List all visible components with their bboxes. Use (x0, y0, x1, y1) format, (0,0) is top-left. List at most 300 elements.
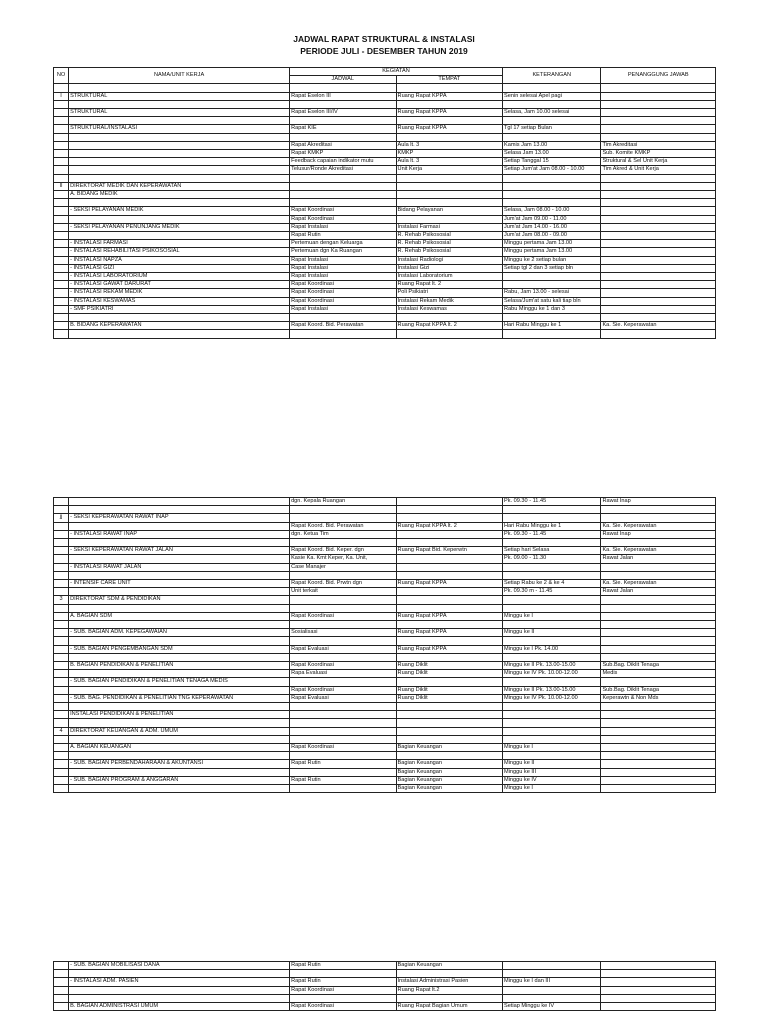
cell-penanggung-jawab: Rawat Jalan (601, 588, 716, 596)
cell-penanggung-jawab (601, 133, 716, 141)
cell-keterangan: Senin selesai Apel pagi (503, 92, 601, 100)
cell-no (54, 661, 69, 669)
cell-penanggung-jawab (601, 539, 716, 547)
table-row (54, 166, 716, 174)
table-row (54, 158, 716, 166)
cell-no (54, 743, 69, 751)
cell-nama-unit (69, 637, 290, 645)
cell-keterangan: Selasa, Jam 10.00 selesai (503, 108, 601, 116)
cell-nama-unit: A. BAGIAN SDM (69, 612, 290, 620)
table-row (54, 719, 716, 727)
cell-nama-unit (69, 752, 290, 760)
cell-no (54, 768, 69, 776)
cell-nama-unit: DIREKTORAT MEDIK DAN KEPERAWATAN (69, 182, 290, 190)
table-body-part-1 (54, 84, 716, 338)
table-row (54, 604, 716, 612)
cell-penanggung-jawab (601, 207, 716, 215)
cell-no (54, 223, 69, 231)
cell-no (54, 133, 69, 141)
cell-no (54, 240, 69, 248)
cell-jadwal: Rapat Instalasi (290, 256, 396, 264)
table-row (54, 506, 716, 514)
table-row (54, 84, 716, 92)
cell-tempat: Instalasi Laboratorium (396, 272, 502, 280)
table-row (54, 215, 716, 223)
cell-no (54, 117, 69, 125)
cell-keterangan: Minggu ke II (503, 629, 601, 637)
cell-jadwal: Rapat Instalasi (290, 223, 396, 231)
cell-jadwal: Rapat Koordinasi (290, 661, 396, 669)
table-row (54, 199, 716, 207)
table-row (54, 539, 716, 547)
cell-jadwal: dgn. Ketua Tim (290, 530, 396, 538)
table-row (54, 978, 716, 986)
cell-keterangan: Setiap Jum'at Jam 08.00 - 10.00 (503, 166, 601, 174)
cell-keterangan: Minggu ke I (503, 784, 601, 792)
cell-tempat (396, 620, 502, 628)
cell-penanggung-jawab (601, 314, 716, 322)
cell-penanggung-jawab (601, 784, 716, 792)
cell-tempat (396, 330, 502, 338)
table-row (54, 305, 716, 313)
cell-tempat (396, 970, 502, 978)
cell-jadwal: Rapat Rutin (290, 760, 396, 768)
cell-penanggung-jawab: Rawat Inap (601, 530, 716, 538)
cell-penanggung-jawab (601, 231, 716, 239)
cell-penanggung-jawab (601, 711, 716, 719)
cell-no (54, 330, 69, 338)
cell-penanggung-jawab: Ka. Sie. Keperawatan (601, 579, 716, 587)
cell-penanggung-jawab (601, 174, 716, 182)
cell-keterangan: Minggu pertama Jam 13.00 (503, 240, 601, 248)
cell-tempat: Ruang Rapat lt.2 (396, 986, 502, 994)
cell-nama-unit (69, 735, 290, 743)
cell-no (54, 530, 69, 538)
cell-keterangan: Jum'at Jam 09.00 - 11.00 (503, 215, 601, 223)
table-row (54, 530, 716, 538)
cell-jadwal: Rapat Koordinasi (290, 743, 396, 751)
table-body-part-3 (54, 962, 716, 1011)
cell-tempat: Ruang Rapat KPPA (396, 612, 502, 620)
table-row (54, 702, 716, 710)
cell-nama-unit (69, 555, 290, 563)
cell-keterangan: Selasa, Jam 08.00 - 10.00 (503, 207, 601, 215)
table-row (54, 272, 716, 280)
table-row (54, 962, 716, 970)
table-row (54, 117, 716, 125)
cell-no (54, 637, 69, 645)
cell-penanggung-jawab: Rawat Inap (601, 498, 716, 506)
cell-jadwal (290, 174, 396, 182)
cell-keterangan (503, 272, 601, 280)
cell-penanggung-jawab (601, 182, 716, 190)
cell-nama-unit: - SEKSI PELAYANAN MEDIK (69, 207, 290, 215)
cell-keterangan (503, 986, 601, 994)
cell-jadwal: Rapat Koord. Bid. Perawatan (290, 322, 396, 330)
cell-keterangan: Minggu ke 2 setiap bulan (503, 256, 601, 264)
cell-jadwal: Pertemuan dgn Ka Ruangan (290, 248, 396, 256)
cell-nama-unit: - INSTALASI GIZI (69, 264, 290, 272)
cell-jadwal: Case Manajer (290, 563, 396, 571)
cell-jadwal (290, 637, 396, 645)
cell-no (54, 970, 69, 978)
table-row (54, 686, 716, 694)
cell-penanggung-jawab (601, 604, 716, 612)
cell-nama-unit (69, 702, 290, 710)
cell-no (54, 563, 69, 571)
cell-jadwal (290, 199, 396, 207)
table-row (54, 743, 716, 751)
cell-jadwal: Rapat KMKP (290, 149, 396, 157)
cell-no (54, 190, 69, 198)
cell-penanggung-jawab (601, 240, 716, 248)
cell-penanggung-jawab (601, 596, 716, 604)
cell-nama-unit: - INSTALASI GAWAT DARURAT (69, 281, 290, 289)
cell-tempat (396, 530, 502, 538)
cell-penanggung-jawab (601, 305, 716, 313)
cell-jadwal: Rapat Koord. Bid. Prwtn dgn (290, 579, 396, 587)
cell-no (54, 711, 69, 719)
cell-penanggung-jawab (601, 272, 716, 280)
cell-penanggung-jawab: Tim Akred & Unit Kerja (601, 166, 716, 174)
cell-nama-unit: - INSTALASI REKAM MEDIK (69, 289, 290, 297)
cell-tempat: Instalasi Keswamas (396, 305, 502, 313)
cell-penanggung-jawab (601, 330, 716, 338)
cell-jadwal: Telusur/Ronde Akreditasi (290, 166, 396, 174)
table-row (54, 612, 716, 620)
cell-keterangan: Pk. 09.30 - 11.45 (503, 530, 601, 538)
cell-jadwal: Rapat Evaluasi (290, 645, 396, 653)
cell-penanggung-jawab (601, 612, 716, 620)
cell-nama-unit: - SEKSI KEPERAWATAN RAWAT JALAN (69, 547, 290, 555)
cell-penanggung-jawab (601, 92, 716, 100)
table-row (54, 108, 716, 116)
cell-jadwal: Rapat Instalasi (290, 305, 396, 313)
cell-penanggung-jawab (601, 264, 716, 272)
cell-keterangan (503, 637, 601, 645)
cell-tempat (396, 727, 502, 735)
table-row (54, 653, 716, 661)
table-row (54, 760, 716, 768)
cell-tempat (396, 100, 502, 108)
cell-jadwal (290, 719, 396, 727)
cell-no (54, 702, 69, 710)
table-row (54, 297, 716, 305)
cell-keterangan (503, 653, 601, 661)
cell-no (54, 978, 69, 986)
cell-keterangan: Pk. 09.30 - 11.45 (503, 498, 601, 506)
table-row (54, 174, 716, 182)
table-row (54, 498, 716, 506)
cell-tempat: Aula lt. 3 (396, 158, 502, 166)
cell-tempat (396, 702, 502, 710)
table-row (54, 1002, 716, 1010)
cell-nama-unit (69, 133, 290, 141)
cell-penanggung-jawab: Ka. Sie. Keperawatan (601, 322, 716, 330)
cell-nama-unit: - INSTALASI KESWAMAS (69, 297, 290, 305)
cell-keterangan (503, 571, 601, 579)
cell-no (54, 297, 69, 305)
table-row (54, 555, 716, 563)
cell-penanggung-jawab (601, 190, 716, 198)
cell-no (54, 231, 69, 239)
cell-nama-unit: - SUB. BAGIAN ADM. KEPEGAWAIAN (69, 629, 290, 637)
cell-tempat: Unit Kerja (396, 166, 502, 174)
cell-penanggung-jawab: Medis (601, 670, 716, 678)
table-row (54, 629, 716, 637)
cell-no (54, 125, 69, 133)
cell-jadwal: Rapat Rutin (290, 962, 396, 970)
cell-jadwal: Rapat Eselon III/IV (290, 108, 396, 116)
cell-tempat (396, 84, 502, 92)
cell-no (54, 281, 69, 289)
cell-tempat: Ruang Rapat KPPA (396, 629, 502, 637)
header-penanggung-jawab: PENANGGUNG JAWAB (601, 68, 716, 84)
cell-no (54, 207, 69, 215)
cell-jadwal (290, 653, 396, 661)
table-row (54, 588, 716, 596)
cell-penanggung-jawab (601, 962, 716, 970)
cell-nama-unit (69, 215, 290, 223)
cell-tempat: Instalasi Radiologi (396, 256, 502, 264)
cell-tempat: Ruang Rapat KPPA lt. 2 (396, 522, 502, 530)
cell-tempat (396, 133, 502, 141)
table-row (54, 522, 716, 530)
cell-tempat: Poli Psikiatri (396, 289, 502, 297)
schedule-table-part-2 (53, 497, 716, 793)
cell-keterangan: Minggu ke IV Pk. 10.00-12.00 (503, 694, 601, 702)
cell-penanggung-jawab (601, 281, 716, 289)
cell-tempat (396, 506, 502, 514)
table-row (54, 125, 716, 133)
cell-nama-unit (69, 986, 290, 994)
cell-jadwal: Rapat Koordinasi (290, 281, 396, 289)
cell-nama-unit: - INSTALASI RAWAT INAP (69, 530, 290, 538)
cell-penanggung-jawab: Keperawtn & Non Mds (601, 694, 716, 702)
table-row (54, 133, 716, 141)
cell-nama-unit (69, 141, 290, 149)
cell-jadwal (290, 727, 396, 735)
cell-tempat: Bidang Pelayanan (396, 207, 502, 215)
cell-jadwal (290, 330, 396, 338)
cell-penanggung-jawab (601, 978, 716, 986)
cell-no (54, 108, 69, 116)
cell-penanggung-jawab (601, 629, 716, 637)
cell-penanggung-jawab (601, 108, 716, 116)
cell-nama-unit (69, 498, 290, 506)
table-row (54, 579, 716, 587)
cell-jadwal: dgn. Kepala Ruangan (290, 498, 396, 506)
cell-nama-unit: INSTALASI PENDIDIKAN & PENELITIAN (69, 711, 290, 719)
cell-nama-unit: STRUKTURAL (69, 92, 290, 100)
cell-tempat: Ruang Rapat Bagian Umum (396, 1002, 502, 1010)
cell-jadwal: Rapat Koordinasi (290, 297, 396, 305)
cell-jadwal: Rapat Eselon III (290, 92, 396, 100)
cell-jadwal (290, 970, 396, 978)
cell-tempat: Ruang Rapat Bid. Keperwtn (396, 547, 502, 555)
cell-no (54, 498, 69, 506)
cell-tempat: Aula lt. 3 (396, 141, 502, 149)
cell-tempat (396, 498, 502, 506)
cell-nama-unit (69, 330, 290, 338)
cell-no (54, 752, 69, 760)
cell-keterangan (503, 100, 601, 108)
cell-nama-unit: B. BIDANG KEPERAWATAN (69, 322, 290, 330)
cell-nama-unit (69, 768, 290, 776)
cell-nama-unit (69, 620, 290, 628)
header-keterangan: KETERANGAN (503, 68, 601, 84)
cell-tempat (396, 563, 502, 571)
cell-jadwal (290, 711, 396, 719)
cell-nama-unit (69, 84, 290, 92)
table-row (54, 711, 716, 719)
cell-tempat: Instalasi Gizi (396, 264, 502, 272)
cell-jadwal (290, 752, 396, 760)
cell-keterangan (503, 735, 601, 743)
cell-jadwal (290, 571, 396, 579)
cell-tempat (396, 539, 502, 547)
cell-tempat: R. Rehab Psikososial (396, 231, 502, 239)
cell-penanggung-jawab (601, 117, 716, 125)
table-row (54, 264, 716, 272)
cell-keterangan (503, 190, 601, 198)
cell-no (54, 199, 69, 207)
cell-tempat (396, 117, 502, 125)
cell-penanggung-jawab (601, 571, 716, 579)
cell-keterangan: Minggu ke I (503, 743, 601, 751)
cell-keterangan: Setiap hari Selasa (503, 547, 601, 555)
cell-no (54, 522, 69, 530)
cell-no (54, 264, 69, 272)
cell-no (54, 256, 69, 264)
cell-no (54, 571, 69, 579)
cell-nama-unit (69, 100, 290, 108)
cell-jadwal (290, 539, 396, 547)
cell-tempat (396, 719, 502, 727)
cell-nama-unit: B. BAGIAN ADMINISTRASI UMUM (69, 1002, 290, 1010)
cell-keterangan: Minggu ke IV Pk. 10.00-12.00 (503, 670, 601, 678)
cell-tempat: Instalasi Farmasi (396, 223, 502, 231)
cell-keterangan: Setiap tgl 2 dan 3 setiap bln (503, 264, 601, 272)
cell-penanggung-jawab (601, 768, 716, 776)
cell-no: 4 (54, 727, 69, 735)
cell-keterangan (503, 117, 601, 125)
cell-nama-unit (69, 506, 290, 514)
cell-nama-unit: - SUB. BAGIAN PERBENDAHARAAN & AKUNTANSI (69, 760, 290, 768)
cell-no (54, 305, 69, 313)
cell-nama-unit: - INSTALASI FARMASI (69, 240, 290, 248)
cell-penanggung-jawab (601, 223, 716, 231)
cell-no (54, 612, 69, 620)
table-row (54, 92, 716, 100)
cell-nama-unit (69, 670, 290, 678)
cell-jadwal: Rapat Rutin (290, 978, 396, 986)
cell-keterangan (503, 727, 601, 735)
cell-jadwal (290, 596, 396, 604)
header-tempat: TEMPAT (396, 76, 502, 84)
cell-no (54, 784, 69, 792)
cell-tempat: Bagian Keuangan (396, 776, 502, 784)
cell-nama-unit: - SUB. BAGIAN PENDIDIKAN & PENELITIAN TENAGA MEDIS (69, 678, 290, 686)
cell-nama-unit (69, 571, 290, 579)
cell-nama-unit (69, 166, 290, 174)
cell-keterangan (503, 970, 601, 978)
cell-penanggung-jawab (601, 719, 716, 727)
table-row (54, 752, 716, 760)
cell-no (54, 686, 69, 694)
cell-penanggung-jawab (601, 215, 716, 223)
table-row (54, 970, 716, 978)
cell-no (54, 588, 69, 596)
cell-no (54, 994, 69, 1002)
cell-tempat (396, 199, 502, 207)
table-row (54, 547, 716, 555)
cell-keterangan (503, 174, 601, 182)
cell-tempat (396, 994, 502, 1002)
cell-no (54, 149, 69, 157)
cell-no (54, 174, 69, 182)
table-row (54, 768, 716, 776)
cell-nama-unit (69, 158, 290, 166)
cell-penanggung-jawab (601, 256, 716, 264)
table-row (54, 776, 716, 784)
cell-penanggung-jawab (601, 620, 716, 628)
cell-no (54, 158, 69, 166)
cell-no (54, 645, 69, 653)
cell-jadwal (290, 133, 396, 141)
cell-nama-unit (69, 784, 290, 792)
document-subtitle: PERIODE JULI - DESEMBER TAHUN 2019 (300, 46, 468, 56)
cell-tempat (396, 174, 502, 182)
cell-nama-unit (69, 522, 290, 530)
cell-nama-unit (69, 604, 290, 612)
cell-keterangan: Minggu ke I Pk. 14.00 (503, 645, 601, 653)
cell-jadwal (290, 702, 396, 710)
cell-tempat: Ruang Rapat KPPA lt. 2 (396, 322, 502, 330)
cell-jadwal (290, 84, 396, 92)
cell-penanggung-jawab (601, 514, 716, 522)
table-row (54, 141, 716, 149)
cell-tempat: Ruang Rapat KPPA (396, 125, 502, 133)
cell-jadwal: Feedback capaian indikator mutu (290, 158, 396, 166)
cell-no (54, 760, 69, 768)
cell-nama-unit (69, 653, 290, 661)
cell-jadwal: Rapat Evaluasi (290, 694, 396, 702)
cell-tempat (396, 571, 502, 579)
cell-no (54, 678, 69, 686)
cell-tempat (396, 735, 502, 743)
cell-nama-unit (69, 174, 290, 182)
cell-tempat: Ruang Diklit (396, 694, 502, 702)
cell-nama-unit: - INSTALASI LABORATORIUM (69, 272, 290, 280)
cell-penanggung-jawab (601, 702, 716, 710)
cell-no (54, 506, 69, 514)
cell-penanggung-jawab (601, 84, 716, 92)
cell-no (54, 604, 69, 612)
cell-nama-unit: STRUKTURAL (69, 108, 290, 116)
cell-jadwal (290, 784, 396, 792)
cell-keterangan: Setiap Tanggal 15 (503, 158, 601, 166)
cell-nama-unit: - SMF PSIKIATRI (69, 305, 290, 313)
cell-tempat (396, 596, 502, 604)
cell-tempat (396, 514, 502, 522)
cell-tempat: Ruang Diklit (396, 661, 502, 669)
cell-tempat: Instalasi Administrasi Pasien (396, 978, 502, 986)
cell-tempat (396, 678, 502, 686)
cell-nama-unit: - INTENSIF CARE UNIT (69, 579, 290, 587)
cell-jadwal: Pertemuan dengan Keluarga (290, 240, 396, 248)
table-row (54, 637, 716, 645)
